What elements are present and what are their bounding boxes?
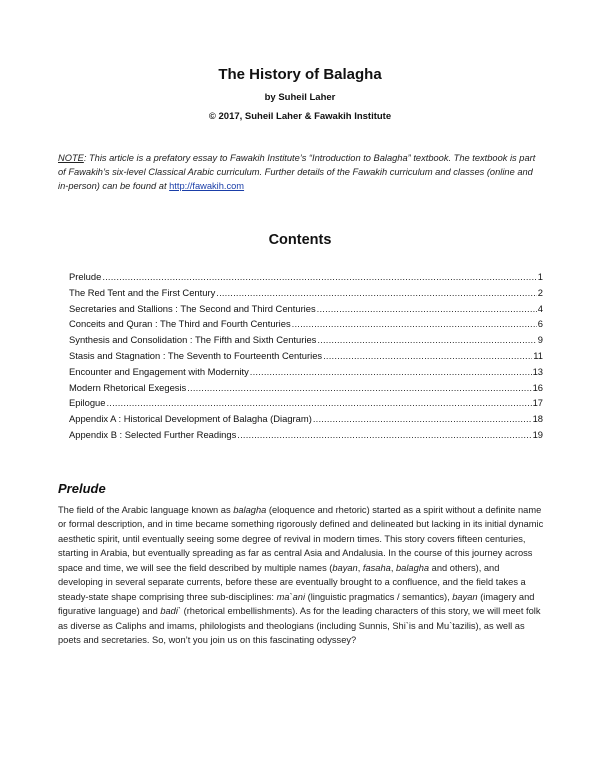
toc-entry-page: 2 [537,286,543,298]
italic-term: ma`ani [276,591,306,602]
toc-entry-page: 6 [537,318,543,330]
toc-entry-title: Modern Rhetorical Exegesis [69,381,187,393]
toc-entry[interactable] [69,303,543,319]
toc-entry-page: 17 [532,397,543,409]
note-label: NOTE [58,153,84,163]
toc-entry-title: Appendix A : Historical Development of Balagha (Diagram) [69,413,312,425]
italic-term: bayan [332,562,358,573]
toc-dot-leader [313,413,532,424]
toc-entry-page: 16 [532,381,543,393]
prelude-heading: Prelude [58,481,106,496]
text-run: (linguistic pragmatics / semantics), [305,591,453,602]
fawakih-link[interactable]: http://fawakih.com [169,181,245,191]
toc-entry[interactable] [69,382,543,398]
note-text: : This article is a prefatory essay to Fawakih Institute’s “Introduction to Balagha” textbook. The textbook is part of Fawakih’s six-level Classical Arabic curriculum. Further details of the Fawakih curriculum and classes (online and in-person) can be found at [58,153,536,191]
toc-entry-title: The Red Tent and the First Century [69,286,216,298]
text-run: The field of the Arabic language known as [58,505,234,515]
toc-entry[interactable] [69,334,543,350]
toc-entry-title: Prelude [69,271,102,282]
text-run: , [390,562,396,573]
toc-entry-page: 19 [532,428,543,440]
document-title: The History of Balagha [218,66,382,83]
italic-term: fasaha [362,562,391,573]
toc-dot-leader [292,318,537,329]
toc-dot-leader [216,287,537,298]
text-run: (imagery and figurative language) and [58,591,535,617]
contents-heading: Contents [268,232,332,248]
toc-dot-leader [237,429,531,440]
toc-entry-page: 4 [537,302,543,314]
text-run: , [357,562,363,573]
toc-entry-title: Secretaries and Stallions : The Second and Third Centuries [69,302,316,314]
toc-entry-title: Conceits and Quran : The Third and Fourth Centuries [69,318,291,330]
toc-entry-title: Synthesis and Consolidation : The Fifth and Sixth Centuries [69,334,317,346]
toc-entry[interactable] [69,413,543,429]
toc-entry-title: Stasis and Stagnation : The Seventh to Fourteenth Centuries [69,349,323,361]
italic-term: badi` [160,606,182,617]
toc-dot-leader [317,303,537,314]
italic-term: balagha [233,505,267,515]
toc-dot-leader [107,397,532,408]
toc-entry-page: 11 [533,349,543,361]
toc-dot-leader [187,382,531,393]
text-run: (rhetorical embellishments). As for the leading characters of this story, we will meet folk as diverse as Caliphs and imams, philologists and theologians (including Sunnis, Shi`is and Mu`tazilis), as well as poets and secretaries. So, won’t you join us on this fascinating odyssey? [58,606,541,646]
toc-entry[interactable] [69,287,543,303]
toc-entry[interactable] [69,271,543,287]
text-run: and others), and developing in several separate currents, before these are eventually brought to a confluence, and the field takes a steady-state shape comprising three sub-disciplines: [58,562,526,602]
toc-entry[interactable] [69,366,543,382]
toc-entry-title: Appendix B : Selected Further Readings [69,428,237,440]
toc-entry[interactable] [69,429,543,445]
author-line: by Suheil Laher [264,92,336,103]
toc-entry-page: 18 [532,413,543,425]
toc-entry-page: 13 [532,365,543,377]
note-paragraph [58,151,543,193]
text-run: (eloquence and rhetoric) started as a spirit without a definite name or formal description, and in time became something rigorously defined and delineated but lacking in its initial dynamic aesthetic spirit, until eventually seeing some degree of revival in modern times. This story covers fifteen centuries, starting in Arabia, but eventually spreading as far as central Asia and Andalusia. In the course of this journey across space and time, we will see the field described by multiple names ( [58,505,544,573]
toc-entry-title: Encounter and Engagement with Modernity [69,365,249,377]
toc-entry[interactable] [69,350,543,366]
prelude-paragraph [58,503,544,648]
toc-entry[interactable] [69,318,543,334]
toc-entry[interactable] [69,397,543,413]
toc-dot-leader [323,350,532,361]
toc-dot-leader [317,334,536,345]
toc-dot-leader [250,366,532,377]
copyright-line: © 2017, Suheil Laher & Fawakih Institute [208,111,392,122]
italic-term: bayan [452,591,478,602]
toc-entry-page: 9 [537,334,543,346]
toc-entry-page: 1 [537,271,543,282]
toc-entry-title: Epilogue [69,397,106,409]
toc-dot-leader [102,271,536,282]
table-of-contents [69,271,543,445]
italic-term: balagha [396,562,430,573]
